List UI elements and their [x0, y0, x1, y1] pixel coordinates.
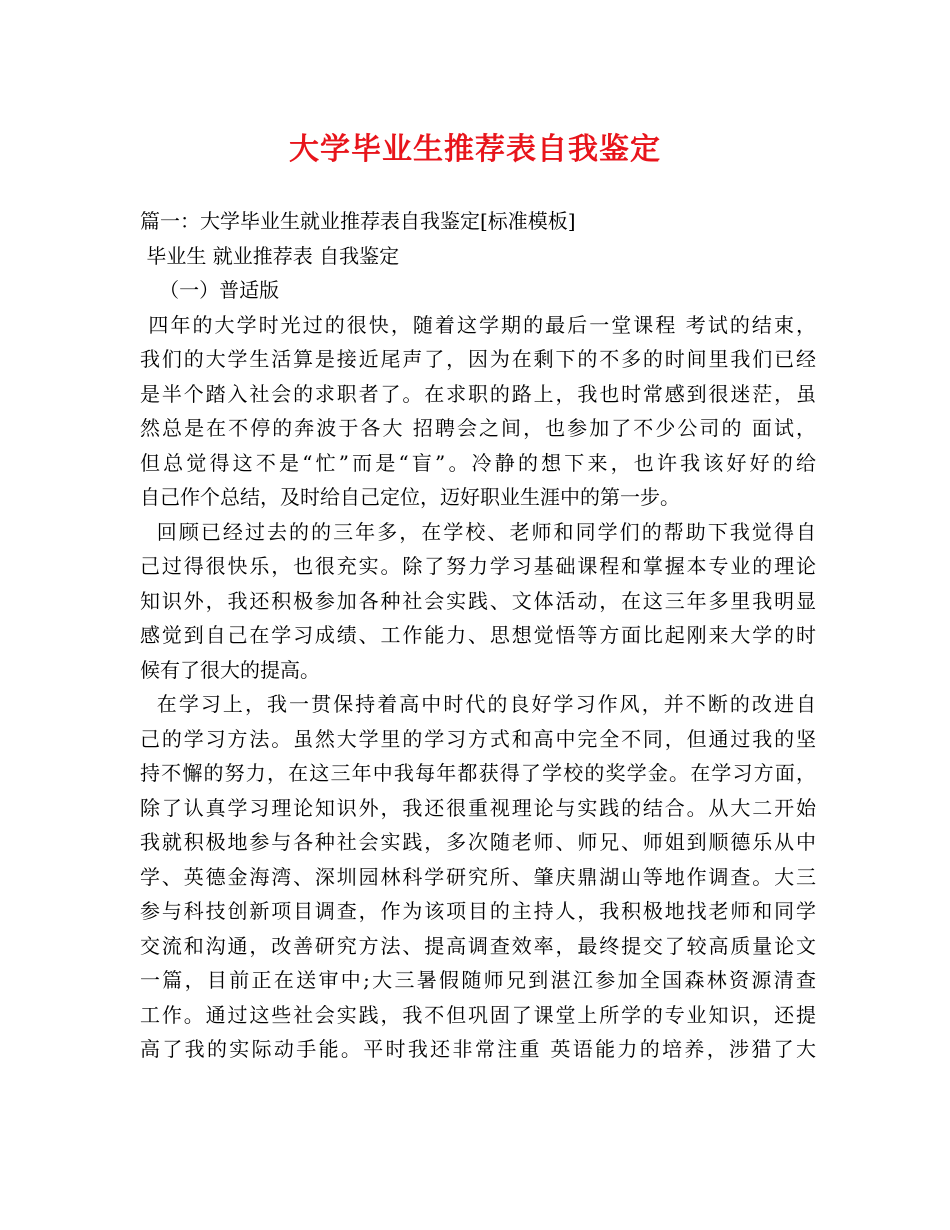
text-line: 交流和沟通，改善研究方法、提高调查效率，最终提交了较高质量论文	[140, 933, 816, 958]
document-title: 大学毕业生推荐表自我鉴定	[289, 132, 661, 167]
text-line: 己的学习方法。虽然大学里的学习方式和高中完全不同，但通过我的坚	[140, 726, 816, 751]
text-line: 篇一：大学毕业生就业推荐表自我鉴定[标准模板]	[140, 209, 576, 233]
text-line: 参与科技创新项目调查，作为该项目的主持人，我积极地找老师和同学	[140, 899, 816, 923]
text-line: 在学习上，我一贯保持着高中时代的良好学习作风，并不断的改进自	[140, 692, 816, 716]
text-line: 工作。通过这些社会实践，我不但巩固了课堂上所学的专业知识，还提	[140, 1002, 816, 1027]
text-line: 然总是在不停的奔波于各大 招聘会之间，也参加了不少公司的 面试，	[140, 416, 816, 440]
text-line: 持不懈的努力，在这三年中我每年都获得了学校的奖学金。在学习方面，	[140, 761, 816, 785]
text-line: 知识外，我还积极参加各种社会实践、文体活动，在这三年多里我明显	[140, 588, 816, 613]
text-line: 除了认真学习理论知识外，我还很重视理论与实践的结合。从大二开始	[140, 795, 816, 820]
document-body	[140, 204, 816, 1067]
text-line: 我就积极地参与各种社会实践，多次随老师、师兄、师姐到顺德乐从中	[140, 830, 816, 854]
text-line: 毕业生 就业推荐表 自我鉴定	[140, 243, 400, 268]
text-line: 候有了很大的提高。	[140, 657, 320, 682]
text-line: 己过得很快乐，也很充实。除了努力学习基础课程和掌握本专业的理论	[140, 554, 816, 578]
text-line: 但总觉得这不是“忙”而是“盲”。冷静的想下来，也许我该好好的给	[140, 450, 816, 475]
text-line: 感觉到自己在学习成绩、工作能力、思想觉悟等方面比起刚来大学的时	[140, 623, 816, 647]
text-line: 我们的大学生活算是接近尾声了，因为在剩下的不多的时间里我们已经	[140, 347, 816, 371]
text-line: 高了我的实际动手能。平时我还非常注重 英语能力的培养，涉猎了大	[140, 1037, 816, 1061]
text-line: 学、英德金海湾、深圳园林科学研究所、肇庆鼎湖山等地作调查。大三	[140, 864, 816, 889]
text-line: 自己作个总结，及时给自己定位，迈好职业生涯中的第一步。	[140, 485, 680, 509]
text-line: （一）普适版	[140, 278, 280, 302]
text-line: 回顾已经过去的的三年多，在学校、老师和同学们的帮助下我觉得自	[140, 519, 816, 544]
text-line: 是半个踏入社会的求职者了。在求职的路上，我也时常感到很迷茫，虽	[140, 381, 816, 406]
text-line: 四年的大学时光过的很快，随着这学期的最后一堂课程 考试的结束，	[140, 312, 816, 337]
text-line: 一篇，目前正在送审中;大三暑假随师兄到湛江参加全国森林资源清查	[140, 968, 816, 992]
